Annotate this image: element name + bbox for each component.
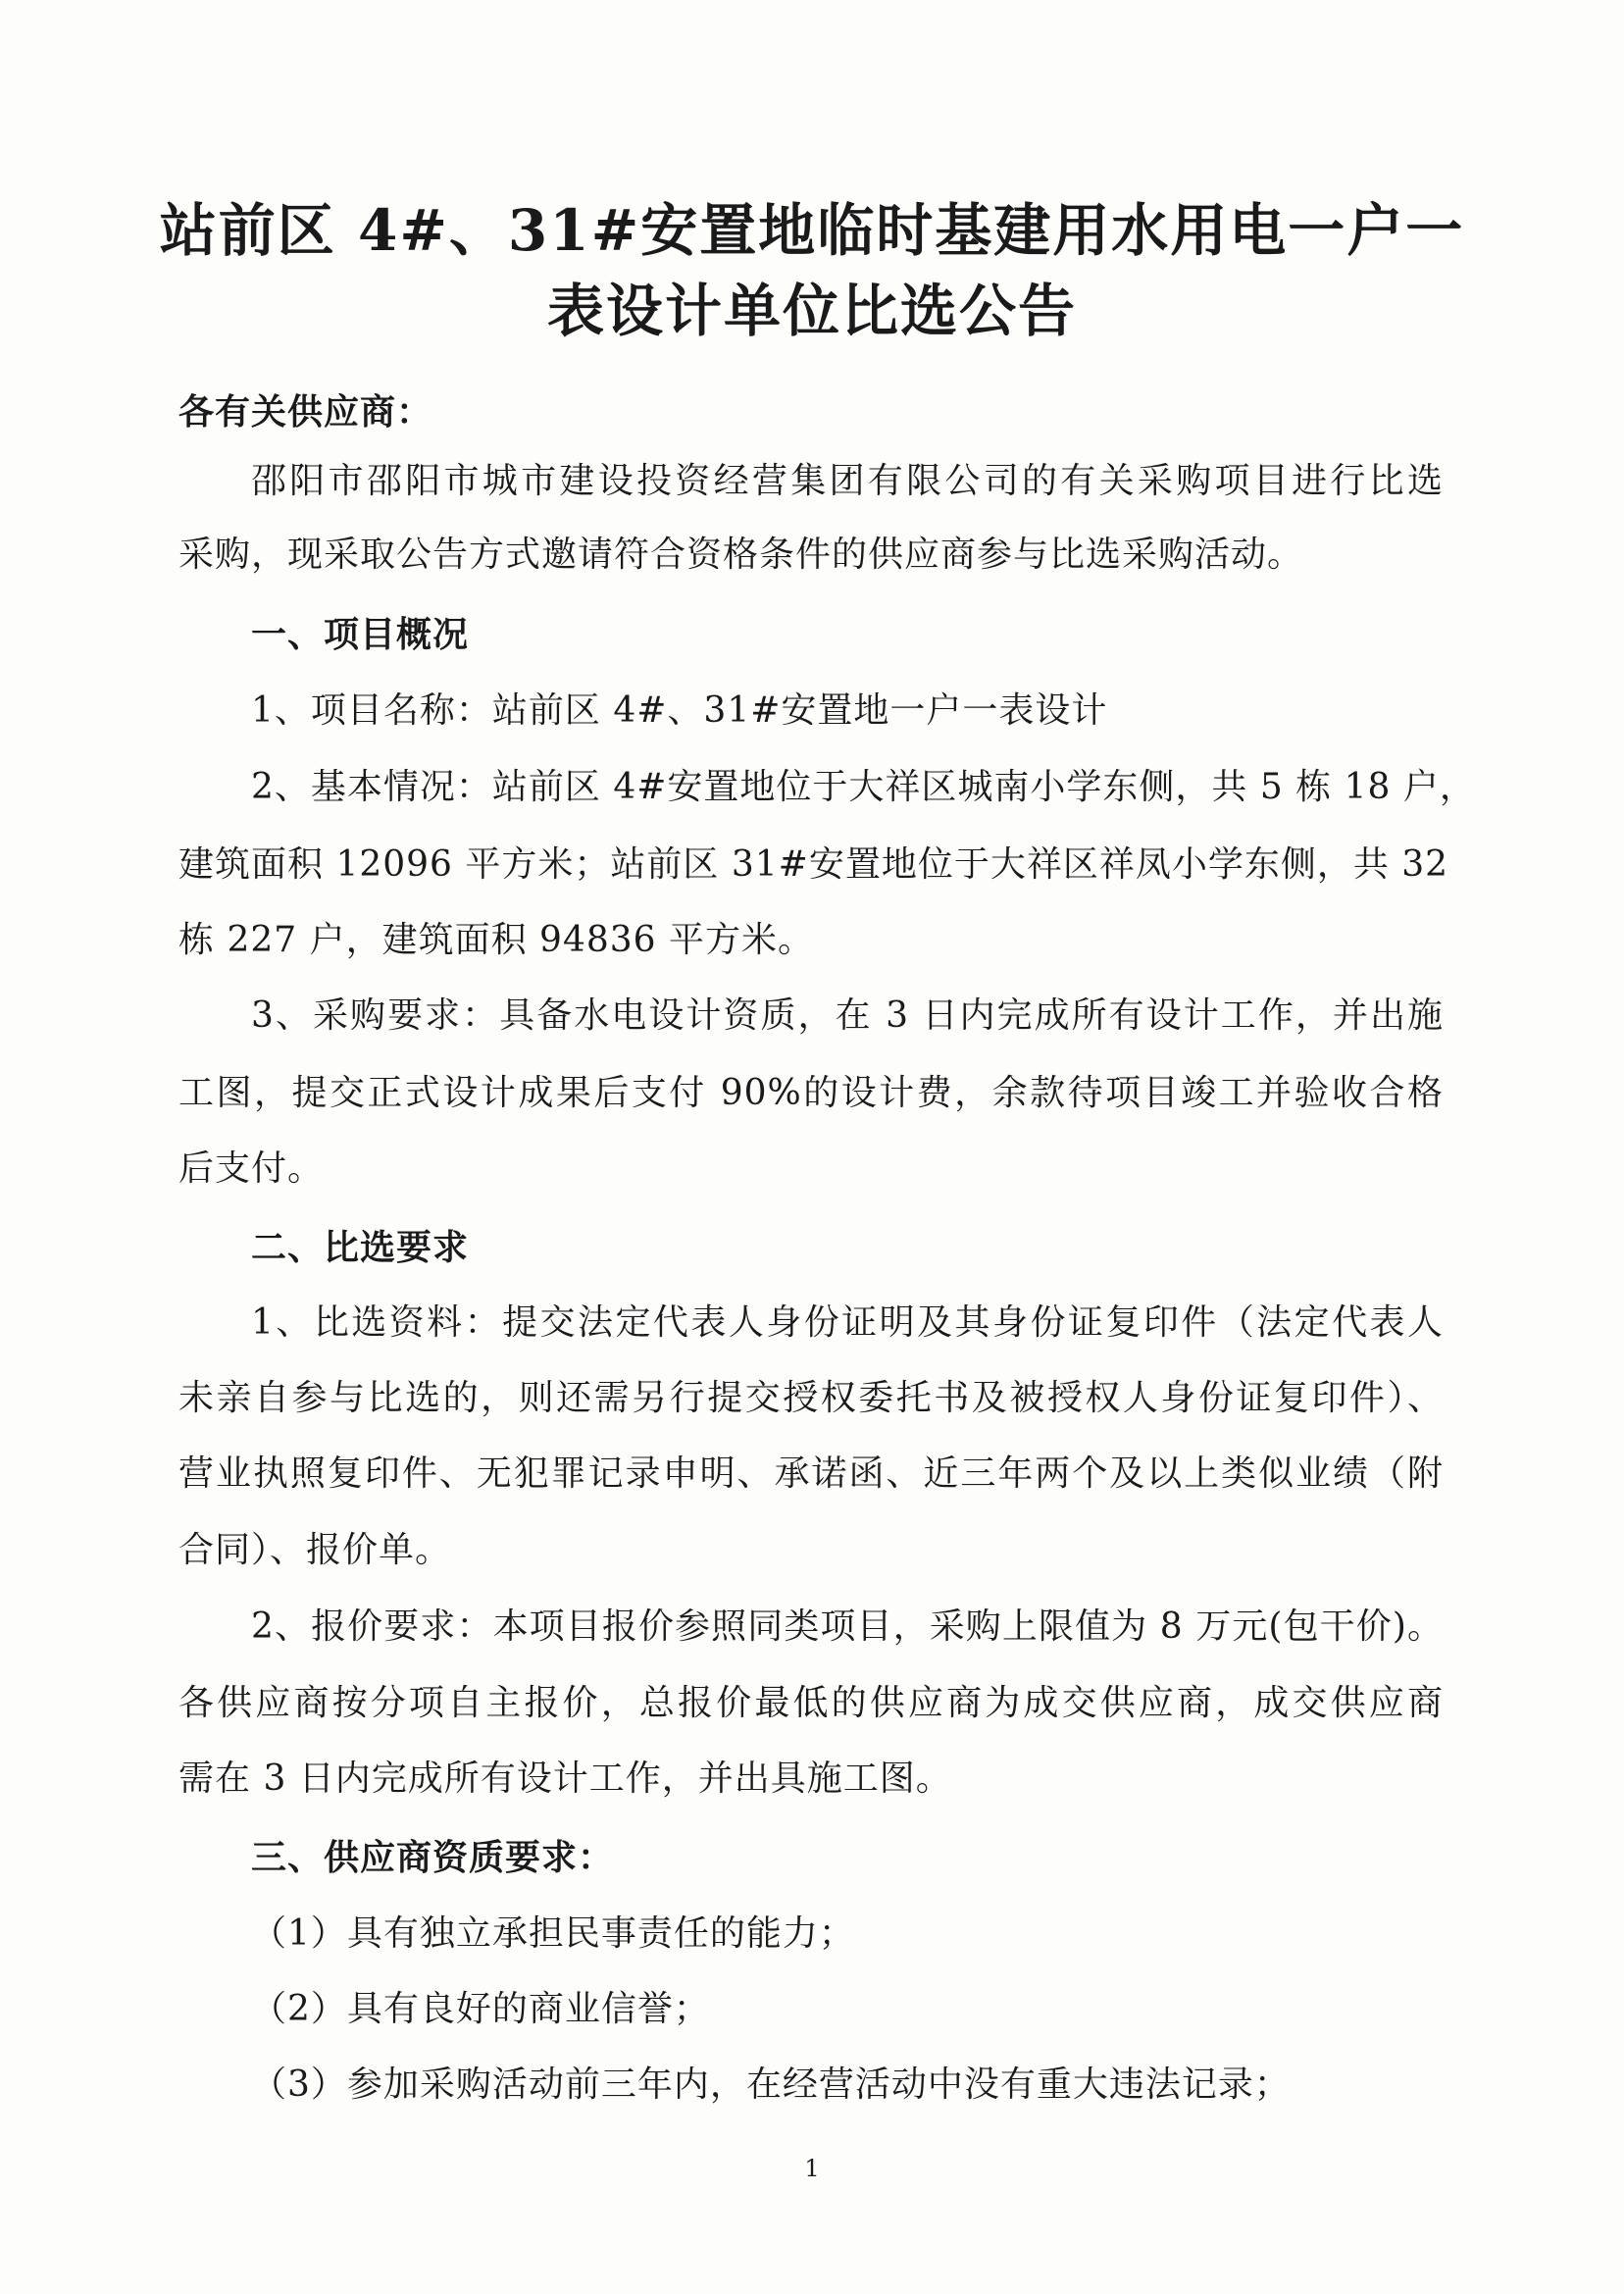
section-1-item-2-line-2: 建筑面积 12096 平方米；站前区 31#安置地位于大祥区祥凤小学东侧，共 32 (178, 844, 1449, 885)
section-3-heading: 三、供应商资质要求： (251, 1837, 615, 1878)
section-1-item-3-line-1: 3、采购要求：具备水电设计资质，在 3 日内完成所有设计工作，并出施 (251, 995, 1444, 1036)
salutation: 各有关供应商： (178, 391, 433, 433)
section-3-item-1: （1）具有独立承担民事责任的能力； (251, 1913, 855, 1954)
section-3-item-2: （2）具有良好的商业信誉； (251, 1989, 710, 2029)
section-1-heading: 一、项目概况 (251, 614, 470, 655)
page-number: 1 (804, 2155, 820, 2182)
section-2-item-2-line-3: 需在 3 日内完成所有设计工作，并出具施工图。 (178, 1759, 952, 1799)
section-2-item-1-line-4: 合同）、报价单。 (178, 1530, 452, 1570)
section-1-item-3-line-2: 工图，提交正式设计成果后支付 90%的设计费，余款待项目竣工并验收合格 (178, 1073, 1444, 1113)
document-title-line-2: 表设计单位比选公告 (546, 278, 1077, 344)
section-1-item-2-line-3: 栋 227 户，建筑面积 94836 平方米。 (178, 920, 815, 960)
section-2-item-2-line-2: 各供应商按分项自主报价，总报价最低的供应商为成交供应商，成交供应商 (178, 1683, 1444, 1723)
section-1-item-3-line-3: 后支付。 (178, 1148, 325, 1189)
section-2-item-1-line-2: 未亲自参与比选的，则还需另行提交授权委托书及被授权人身份证复印件）、 (178, 1378, 1444, 1418)
section-2-item-1-line-3: 营业执照复印件、无犯罪记录申明、承诺函、近三年两个及以上类似业绩（附 (178, 1453, 1444, 1494)
section-2-heading: 二、比选要求 (251, 1227, 470, 1268)
section-1-item-1: 1、项目名称：站前区 4#、31#安置地一户一表设计 (251, 690, 1108, 731)
intro-line-1: 邵阳市邵阳市城市建设投资经营集团有限公司的有关采购项目进行比选 (251, 461, 1444, 501)
section-2-item-1-line-1: 1、比选资料：提交法定代表人身份证明及其身份证复印件（法定代表人 (251, 1302, 1444, 1343)
section-2-item-2-line-1: 2、报价要求：本项目报价参照同类项目，采购上限值为 8 万元(包干价)。 (251, 1606, 1444, 1647)
document-title-line-1: 站前区 4#、31#安置地临时基建用水用电一户一 (159, 197, 1465, 264)
section-3-item-3: （3）参加采购活动前三年内，在经营活动中没有重大违法记录； (251, 2065, 1291, 2105)
section-1-item-2-line-1: 2、基本情况：站前区 4#安置地位于大祥区城南小学东侧，共 5 栋 18 户， (251, 767, 1476, 807)
intro-line-2: 采购，现采取公告方式邀请符合资格条件的供应商参与比选采购活动。 (178, 535, 1304, 575)
